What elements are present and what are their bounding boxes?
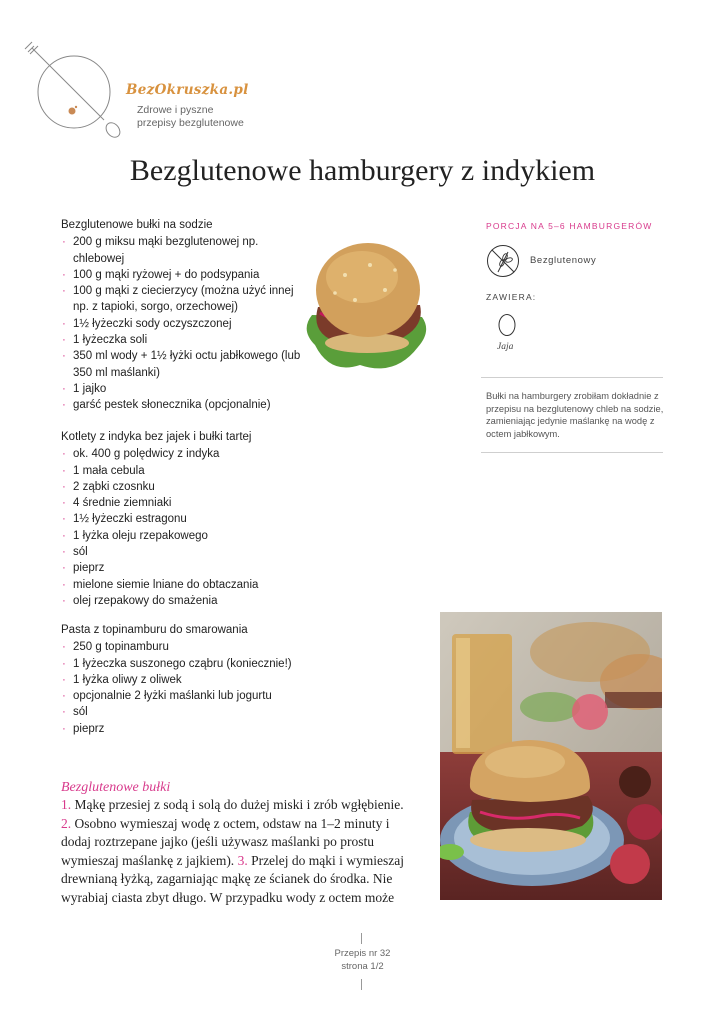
ingredient-group-heading: Pasta z topinamburu do smarowania bbox=[61, 624, 248, 636]
ingredient-item: · 1 łyżka oleju rzepakowego bbox=[62, 529, 208, 542]
ingredient-item: · 200 g miksu mąki bezglutenowej np. chlebowej bbox=[62, 236, 259, 265]
step-number: 2. bbox=[61, 815, 72, 831]
page-footer bbox=[0, 948, 725, 973]
step-number: 1. bbox=[61, 797, 72, 812]
brand-name: BezOkruszka.pl bbox=[126, 82, 249, 98]
ingredient-item: · 1 łyżka oliwy z oliwek bbox=[62, 673, 182, 686]
ingredient-item: · sól bbox=[62, 706, 88, 719]
ingredient-item: · pieprz bbox=[62, 722, 105, 735]
ingredient-item: · opcjonalnie 2 łyżki maślanki lub jogurtu bbox=[62, 690, 272, 703]
page-number: strona 1/2 bbox=[341, 960, 384, 972]
gluten-free-label: Bezglutenowy bbox=[530, 255, 597, 266]
ingredient-item: · 4 średnie ziemniaki bbox=[62, 497, 172, 510]
gluten-free-icon bbox=[486, 244, 520, 278]
step-text: Mąkę przesiej z sodą i solą do dużej miski i zrób wgłębienie. bbox=[71, 797, 404, 812]
ingredient-item: · mielone siemie lniane do obtaczania bbox=[62, 578, 259, 591]
ingredient-item: · 2 ząbki czosnku bbox=[62, 480, 155, 493]
ingredient-item: · 1½ łyżeczki estragonu bbox=[62, 513, 187, 526]
step-text: Przelej do mąki i wymieszaj drewnianą łyżką, zagarniając mąkę ze ścianek do środka. Nie wyrabiaj ciasta zbyt długo. W przypadku wody z octem może bbox=[61, 852, 405, 905]
ingredient-item: · 100 g mąki ryżowej + do podsypania bbox=[62, 268, 260, 281]
ingredient-item: · garść pestek słonecznika (opcjonalnie) bbox=[62, 399, 271, 412]
contains-label: ZAWIERA: bbox=[486, 292, 537, 302]
recipe-note: Bułki na hamburgery zrobiłam dokładnie z przepisu na bezglutenowy chleb na sodzie, zamieniając jedynie maślankę na wodę z octem jabłkowym. bbox=[486, 391, 664, 439]
ingredient-item: · 350 ml wody + 1½ łyżki octu jabłkowego (lub 350 ml maślanki) bbox=[62, 350, 301, 379]
egg-icon bbox=[497, 311, 517, 337]
ingredient-group-patties bbox=[61, 429, 301, 609]
portion-info: PORCJA NA 5–6 HAMBURGERÓW bbox=[486, 221, 653, 231]
ingredient-group-spread bbox=[61, 622, 301, 737]
ingredient-item: · 1 jajko bbox=[62, 382, 107, 395]
burger-image bbox=[300, 235, 435, 380]
method-heading: Bezglutenowe bułki bbox=[61, 780, 171, 795]
footer-divider bbox=[361, 979, 362, 990]
brand-tagline: Zdrowe i pyszne przepisy bezglutenowe bbox=[137, 104, 244, 129]
ingredient-item: · sól bbox=[62, 546, 88, 559]
ingredient-group-heading: Kotlety z indyka bez jajek i bułki tartej bbox=[61, 431, 252, 443]
ingredient-item: · 250 g topinamburu bbox=[62, 641, 169, 654]
ingredient-item: · ok. 400 g polędwicy z indyka bbox=[62, 448, 220, 461]
ingredient-group-buns bbox=[61, 217, 301, 414]
page-title: Bezglutenowe hamburgery z indykiem bbox=[129, 154, 596, 187]
burger-photo bbox=[440, 612, 662, 900]
method-text bbox=[61, 796, 411, 907]
ingredient-group-heading: Bezglutenowe bułki na sodzie bbox=[61, 219, 213, 231]
ingredient-item: · 1½ łyżeczki sody oczyszczonej bbox=[62, 317, 232, 330]
ingredient-item: · pieprz bbox=[62, 562, 105, 575]
ingredient-item: · 1 łyżeczka suszonego cząbru (koniecznie!) bbox=[62, 657, 292, 670]
step-text: Osobno wymieszaj wodę z octem, odstaw na 1–2 minuty i dodaj roztrzepane jajko (jeśli używasz maślanki po prostu wymieszaj maślankę z jajkiem). bbox=[61, 815, 390, 868]
recipe-number: Przepis nr 32 bbox=[334, 948, 391, 959]
ingredient-item: · 1 łyżeczka soli bbox=[62, 334, 148, 347]
egg-label: Jaja bbox=[497, 342, 514, 352]
divider bbox=[481, 377, 663, 378]
footer-divider bbox=[361, 933, 362, 944]
plate-fork-spoon-logo-icon bbox=[22, 40, 132, 145]
ingredient-item: · 100 g mąki z ciecierzycy (można użyć innej np. z tapioki, sorgo, orzechowej) bbox=[62, 285, 294, 314]
divider bbox=[481, 452, 663, 453]
step-number: 3. bbox=[237, 852, 248, 868]
ingredient-item: · 1 mała cebula bbox=[62, 464, 145, 477]
ingredient-item: · olej rzepakowy do smażenia bbox=[62, 594, 218, 607]
